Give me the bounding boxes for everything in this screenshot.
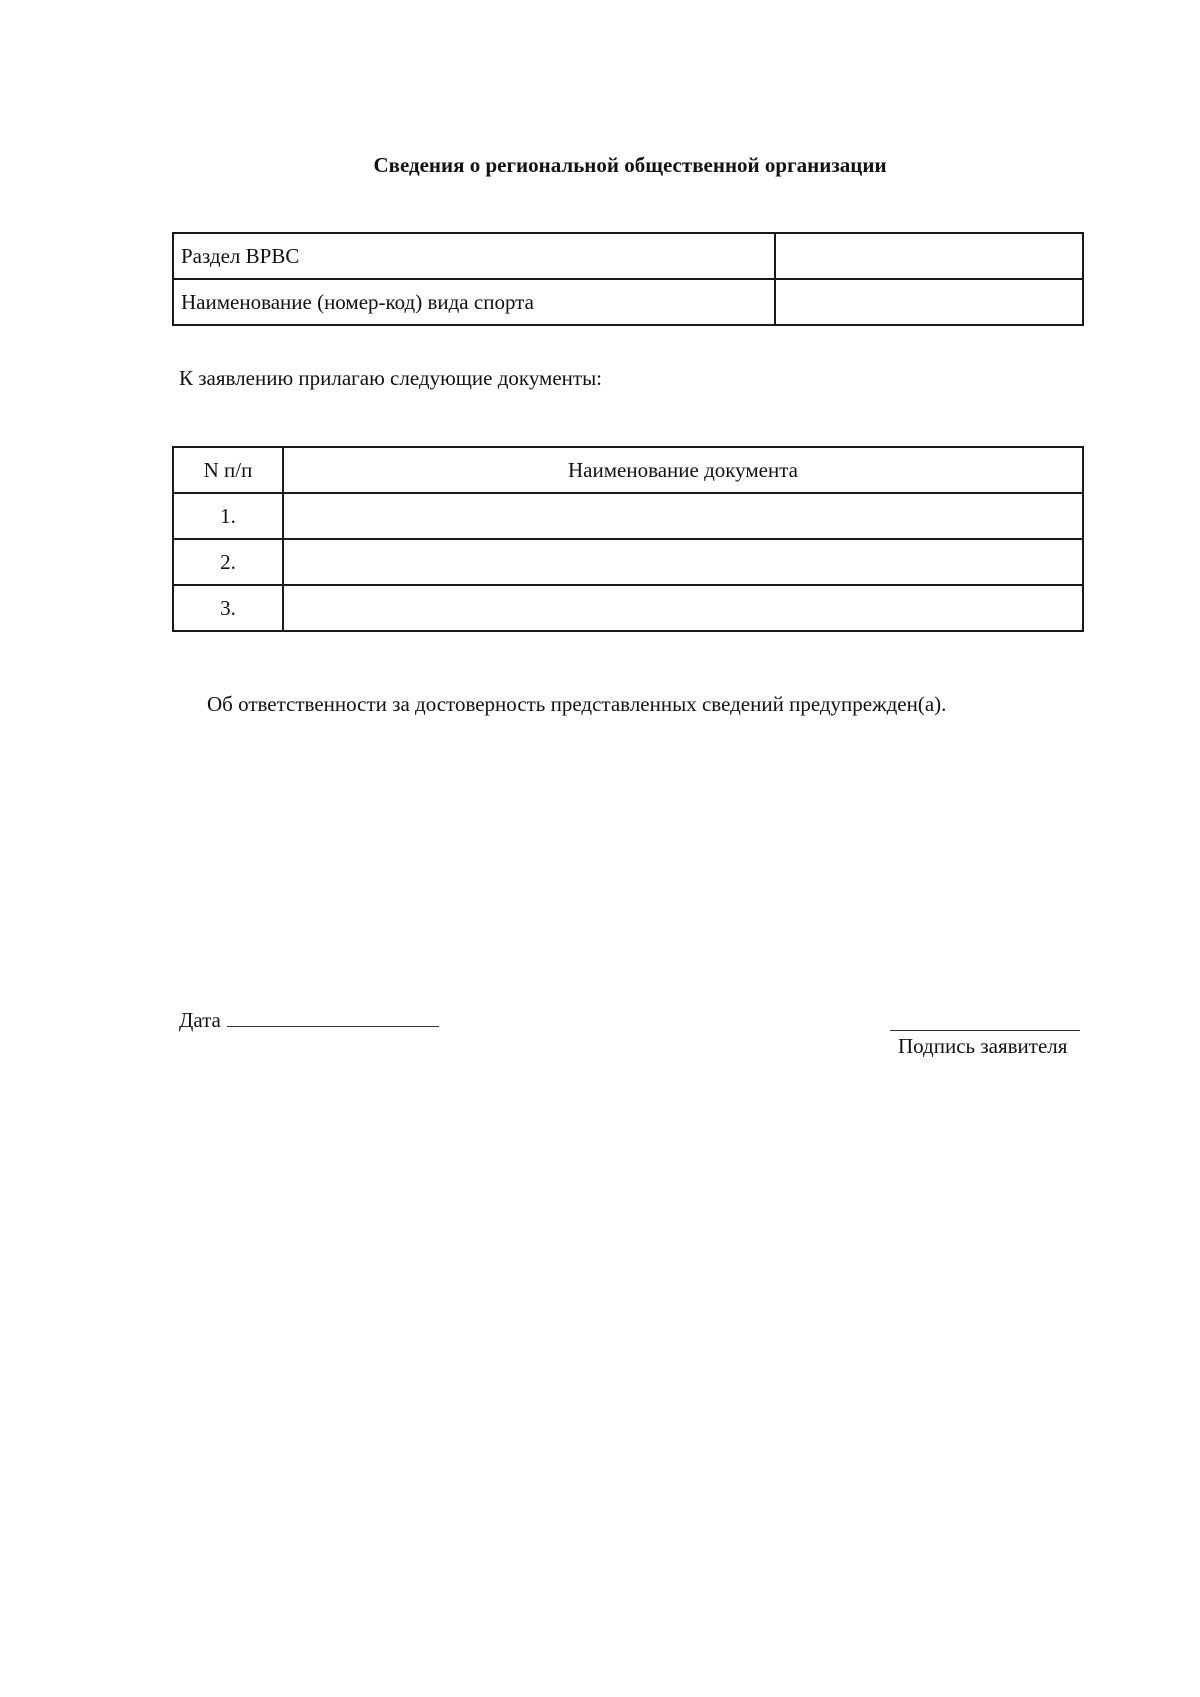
documents-table — [172, 446, 1084, 632]
table-header-row — [173, 447, 1083, 493]
table-row — [173, 585, 1083, 631]
date-label: Дата — [179, 1008, 221, 1032]
sport-name-value[interactable] — [775, 279, 1083, 325]
organization-info-table — [172, 232, 1084, 326]
document-name-cell[interactable] — [283, 585, 1083, 631]
date-field — [179, 1006, 439, 1033]
row-number: 2. — [173, 539, 283, 585]
column-header-document-name: Наименование документа — [283, 447, 1083, 493]
date-blank-line[interactable] — [227, 1006, 439, 1027]
section-vrvs-value[interactable] — [775, 233, 1083, 279]
signature-blank-line[interactable] — [890, 1030, 1080, 1031]
page-title: Сведения о региональной общественной организации — [373, 153, 887, 177]
attachments-intro: К заявлению прилагаю следующие документы: — [179, 366, 603, 390]
table-row — [173, 539, 1083, 585]
document-name-cell[interactable] — [283, 493, 1083, 539]
responsibility-statement: Об ответственности за достоверность представленных сведений предупрежден(а). — [207, 692, 947, 716]
table-row — [173, 279, 1083, 325]
table-row — [173, 233, 1083, 279]
row-number: 1. — [173, 493, 283, 539]
table-row — [173, 493, 1083, 539]
document-name-cell[interactable] — [283, 539, 1083, 585]
sport-name-label: Наименование (номер-код) вида спорта — [173, 279, 775, 325]
signature-caption: Подпись заявителя — [898, 1034, 1068, 1058]
section-vrvs-label: Раздел ВРВС — [173, 233, 775, 279]
column-header-number: N п/п — [173, 447, 283, 493]
row-number: 3. — [173, 585, 283, 631]
